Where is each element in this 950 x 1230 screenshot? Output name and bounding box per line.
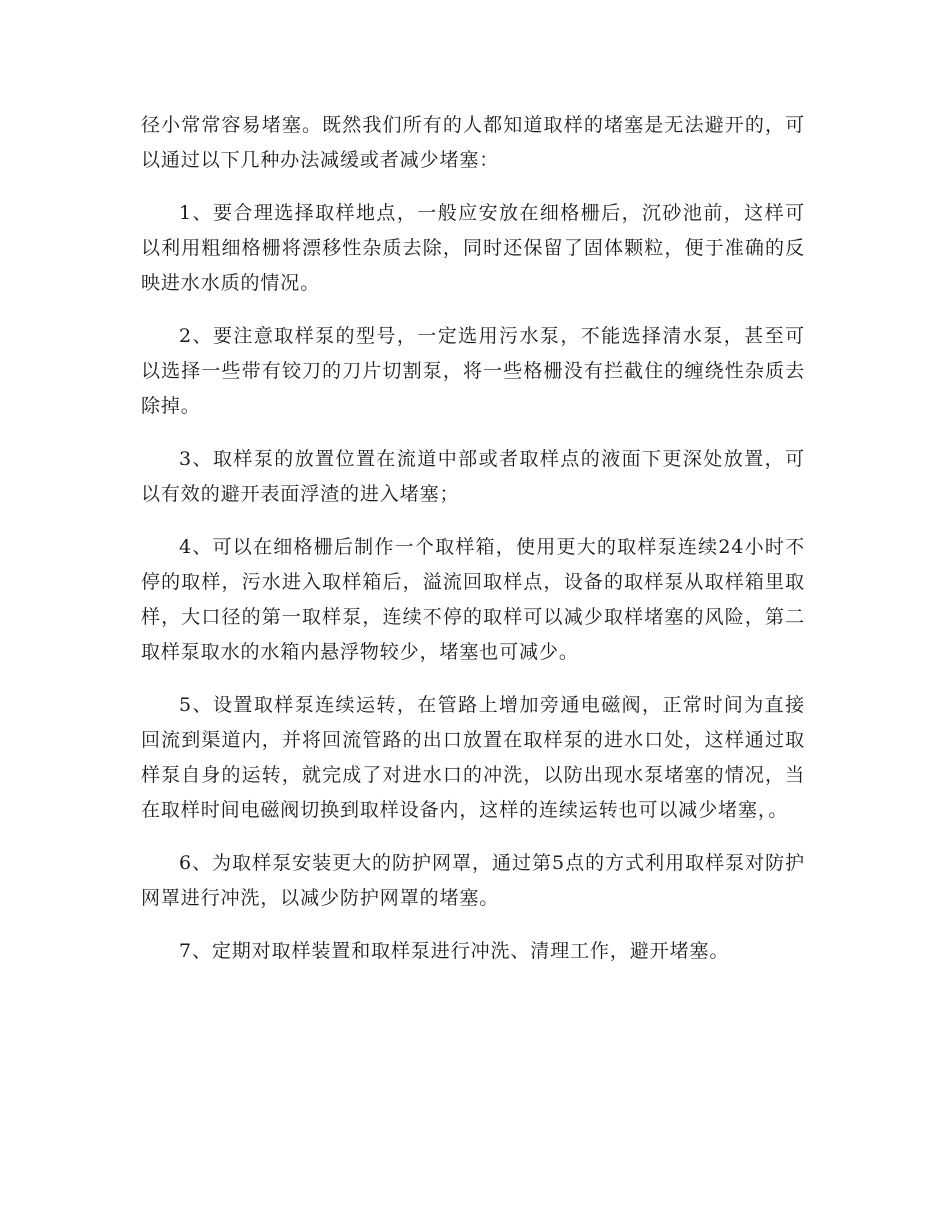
list-item-2: 2、要注意取样泵的型号，一定选用污水泵，不能选择清水泵，甚至可以选择一些带有铰刀的刀片切割泵，将一些格栅没有拦截住的缠绕性杂质去除掉。 xyxy=(141,325,805,417)
list-item-4: 4、可以在细格栅后制作一个取样箱，使用更大的取样泵连续24小时不停的取样，污水进入取样箱后，溢流回取样点，设备的取样泵从取样箱里取样，大口径的第一取样泵，连续不停的取样可以减少取样堵塞的风险，第二取样泵取水的水箱内悬浮物较少，堵塞也可减少。 xyxy=(141,536,805,663)
list-item-3: 3、取样泵的放置位置在流道中部或者取样点的液面下更深处放置，可以有效的避开表面浮渣的进入堵塞； xyxy=(141,448,805,505)
intro-paragraph: 径小常常容易堵塞。既然我们所有的人都知道取样的堵塞是无法避开的，可以通过以下几种办法减缓或者减少堵塞： xyxy=(141,114,805,171)
document-body xyxy=(141,108,805,987)
list-item-7: 7、定期对取样装置和取样泵进行冲洗、清理工作，避开堵塞。 xyxy=(179,940,730,962)
list-item-5: 5、设置取样泵连续运转，在管路上增加旁通电磁阀，正常时间为直接回流到渠道内，并将回流管路的出口放置在取样泵的进水口处，这样通过取样泵自身的运转，就完成了对进水口的冲洗，以防出现水泵堵塞的情况，当在取样时间电磁阀切换到取样设备内，这样的连续运转也可以减少堵塞，。 xyxy=(141,694,805,821)
list-item-6: 6、为取样泵安装更大的防护网罩，通过第5点的方式利用取样泵对防护网罩进行冲洗，以减少防护网罩的堵塞。 xyxy=(141,852,805,909)
list-item-1: 1、要合理选择取样地点，一般应安放在细格栅后，沉砂池前，这样可以利用粗细格栅将漂移性杂质去除，同时还保留了固体颗粒，便于准确的反映进水水质的情况。 xyxy=(141,202,805,294)
